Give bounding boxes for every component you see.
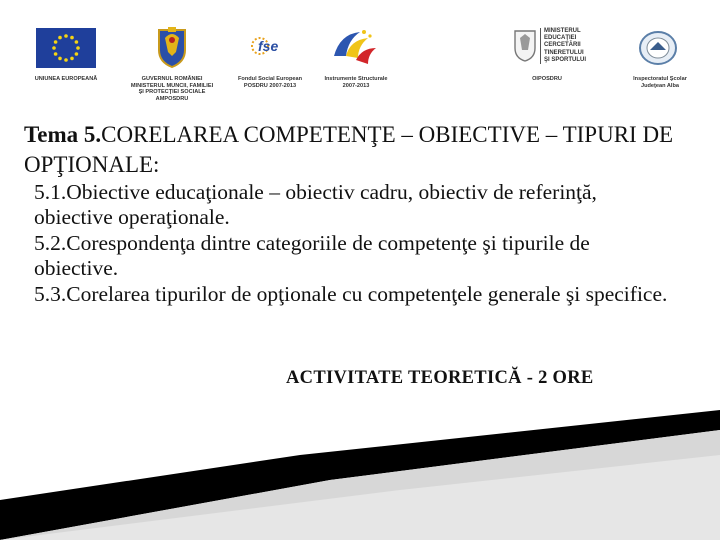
ministry-text: MINISTERUL EDUCAŢIEI CERCETĂRII TINERETULUI ŞI SPORTULUI [540, 28, 586, 64]
isj-caption: Inspectoratul Şcolar Judeţean Alba [633, 76, 687, 89]
activity-label: ACTIVITATE TEORETICĂ - 2 ORE [286, 368, 594, 388]
list-item: 5.2.Corespondenţa dintre categoriile de competenţe şi tipurile de obiective. [34, 231, 590, 280]
list-item: 5.1.Obiective educaţionale – obiectiv cadru, obiectiv de referinţă, obiective operaţionale. [34, 180, 597, 229]
list-item: 5.3.Corelarea tipurilor de opţionale cu competenţele generale şi specifice. [34, 282, 668, 306]
eu-caption: UNIUNEA EUROPEANĂ [34, 76, 98, 82]
government-caption: GUVERNUL ROMÂNIEI MINISTERUL MUNCII, FAMILIEI ŞI PROTECŢIEI SOCIALE AMPOSDRU [130, 76, 214, 102]
oiposdru-caption: OIPOSDRU [532, 76, 562, 82]
structural-caption: Instrumente Structurale 2007-2013 [324, 76, 388, 89]
fse-caption: Fondul Social European POSDRU 2007-2013 [237, 76, 303, 89]
svg-text:fse: fse [258, 38, 279, 54]
title-label: Tema 5. [24, 122, 102, 147]
title-text: CORELAREA COMPETENŢE – OBIECTIVE – TIPURI DE OPŢIONALE: [24, 122, 674, 177]
